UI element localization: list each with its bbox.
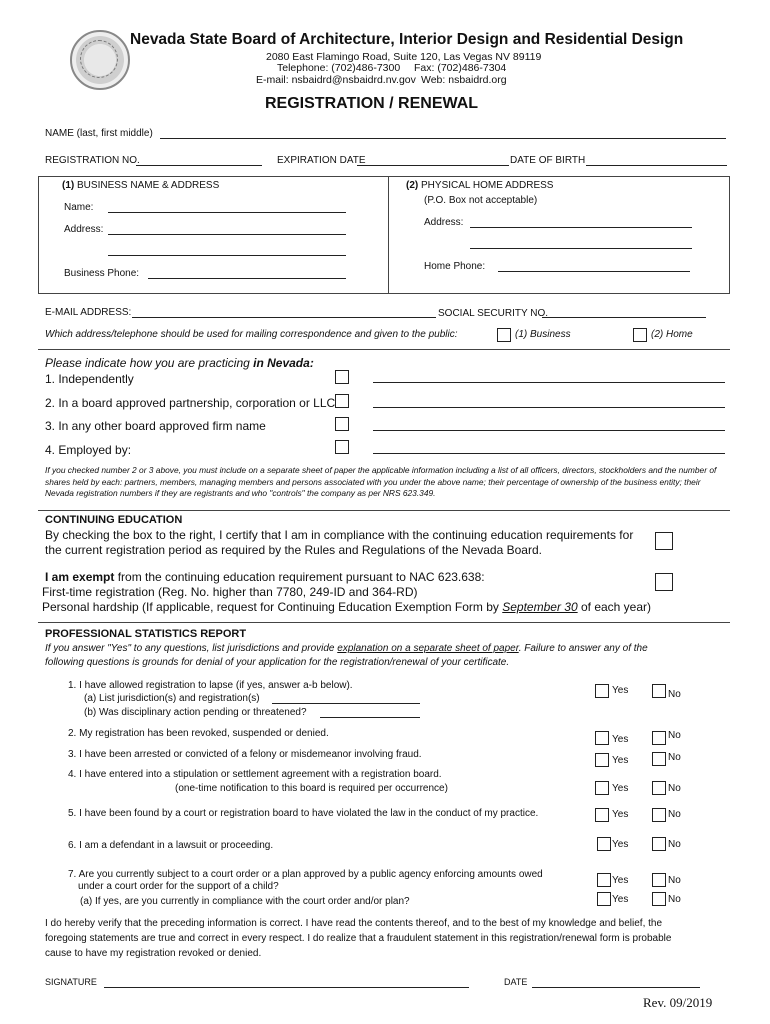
psr-q3-yes-checkbox[interactable]	[595, 753, 609, 767]
practice-other-firm-field[interactable]	[373, 430, 725, 431]
business-heading-text: BUSINESS NAME & ADDRESS	[77, 180, 220, 191]
psr-heading: PROFESSIONAL STATISTICS REPORT	[45, 628, 247, 640]
business-name-label: Name:	[64, 202, 94, 213]
signature-field[interactable]	[104, 987, 469, 988]
ssn-label: SOCIAL SECURITY NO.	[438, 308, 549, 319]
psr-q2-yes-label: Yes	[612, 734, 629, 745]
practice-prompt-bold: in Nevada:	[253, 356, 314, 370]
verification-line2: foregoing statements are true and correct in every respect. I do realize that a fraudulent statement in this registration/renewal form is probable	[45, 933, 672, 944]
registration-no-label: REGISTRATION NO.	[45, 155, 140, 166]
address-box-divider	[388, 176, 389, 294]
revision-label: Rev. 09/2019	[643, 995, 713, 1010]
board-address: 2080 East Flamingo Road, Suite 120, Las Vegas NV 89119	[266, 51, 542, 63]
ce-certify-line2: the current registration period as required by the Rules and Regulations of the Nevada Board.	[45, 543, 542, 557]
psr-q7-yes-label: Yes	[612, 875, 629, 886]
psr-q2-no-checkbox[interactable]	[652, 731, 666, 745]
ce-exempt-bold: I am exempt	[45, 570, 115, 584]
psr-q3-yes-label: Yes	[612, 755, 629, 766]
practice-prompt	[45, 356, 314, 370]
address-box-left	[38, 176, 39, 294]
psr-q4b: (one-time notification to this board is required per occurrence)	[175, 783, 448, 794]
psr-q2-yes-checkbox[interactable]	[595, 731, 609, 745]
psr-q5-yes-checkbox[interactable]	[595, 808, 609, 822]
ce-hardship-suffix: of each year)	[577, 600, 652, 614]
psr-q7a-yes-checkbox[interactable]	[597, 892, 611, 906]
physical-address-label: Address:	[424, 217, 464, 228]
board-fax: Fax: (702)486-7304	[414, 62, 507, 74]
psr-intro	[45, 643, 648, 654]
psr-q1b-text: Was disciplinary action pending or threatened?	[99, 707, 307, 718]
home-phone-field[interactable]	[498, 271, 690, 272]
state-seal	[70, 30, 130, 90]
signature-date-field[interactable]	[532, 987, 700, 988]
psr-q3-no-checkbox[interactable]	[652, 752, 666, 766]
ce-divider	[38, 622, 730, 623]
ce-compliance-checkbox[interactable]	[655, 532, 673, 550]
practice-partnership-checkbox[interactable]	[335, 394, 349, 408]
form-title: REGISTRATION / RENEWAL	[265, 95, 479, 112]
psr-q7a-yes-label: Yes	[612, 894, 629, 905]
psr-q6: 6. I am a defendant in a lawsuit or proceeding.	[68, 840, 274, 851]
psr-q1b-label: (b)	[84, 707, 97, 718]
name-field[interactable]	[160, 138, 726, 139]
psr-intro-suffix: . Failure to answer any of the	[518, 643, 648, 654]
practice-employed-field[interactable]	[373, 453, 725, 454]
ce-exempt-rest: from the continuing education requirement pursuant to NAC 623.638:	[114, 570, 485, 584]
psr-q4-yes-checkbox[interactable]	[595, 781, 609, 795]
verification-line3: cause to have my registration revoked or denied.	[45, 948, 262, 959]
psr-q1-yes-label: Yes	[612, 685, 629, 696]
psr-q6-no-checkbox[interactable]	[652, 837, 666, 851]
psr-q1a-text: List jurisdiction(s) and registration(s)	[99, 693, 260, 704]
psr-q7-yes-checkbox[interactable]	[597, 873, 611, 887]
psr-q1b-field[interactable]	[320, 717, 420, 718]
psr-q2-no-label: No	[668, 730, 681, 741]
expiration-date-label: EXPIRATION DATE	[277, 155, 366, 166]
mailing-home-checkbox[interactable]	[633, 328, 647, 342]
psr-q1: 1. I have allowed registration to lapse (if yes, answer a-b below).	[68, 680, 353, 691]
practice-partnership-field[interactable]	[373, 407, 725, 408]
psr-q3-no-label: No	[668, 752, 681, 763]
registration-no-field[interactable]	[136, 165, 262, 166]
psr-q7a-no-checkbox[interactable]	[652, 892, 666, 906]
practice-prompt-text: Please indicate how you are practicing	[45, 356, 254, 370]
address-box-top	[38, 176, 730, 177]
email-label: E-MAIL ADDRESS:	[45, 307, 132, 318]
business-number: (1)	[62, 180, 75, 191]
psr-q4: 4. I have entered into a stipulation or settlement agreement with a registration board.	[68, 769, 442, 780]
practice-note: If you checked number 2 or 3 above, you must include on a separate sheet of paper the applicable information including a list of all officers, directors, stockholders and the number of shares held by each: partners, members, managing members and persons associated with you under the above name; their percentage of ownership of the business entity; their Nevada registration numbers if they are registrants and who "controls" the company as per NRS 623.349.	[45, 465, 717, 498]
psr-q1-no-label: No	[668, 689, 681, 700]
ce-hardship-date: September 30	[502, 600, 578, 614]
psr-q1-yes-checkbox[interactable]	[595, 684, 609, 698]
practice-employed-checkbox[interactable]	[335, 440, 349, 454]
physical-note: (P.O. Box not acceptable)	[424, 195, 538, 206]
psr-intro-underlined: explanation on a separate sheet of paper	[337, 643, 519, 654]
psr-q7a-no-label: No	[668, 894, 681, 905]
business-phone-label: Business Phone:	[64, 268, 140, 279]
mailing-home-label: (2) Home	[651, 329, 693, 340]
expiration-date-field[interactable]	[357, 165, 509, 166]
practice-other-firm-checkbox[interactable]	[335, 417, 349, 431]
ce-first-time: First-time registration (Reg. No. higher than 7780, 249-ID and 364-RD)	[42, 585, 418, 599]
psr-intro-line2: following questions is grounds for denial of your application for the registration/renewal of your certificate.	[45, 657, 510, 668]
ce-hardship-prefix: Personal hardship (If applicable, request for Continuing Education Exemption Form by	[42, 600, 503, 614]
psr-q7b: under a court order for the support of a child?	[78, 881, 279, 892]
psr-q1a-field[interactable]	[272, 703, 420, 704]
practice-independent-field[interactable]	[373, 382, 725, 383]
board-email: E-mail: nsbaidrd@nsbaidrd.nv.gov	[256, 74, 416, 86]
ce-exempt	[45, 570, 485, 584]
address-box-bottom	[38, 293, 730, 294]
practice-divider	[38, 510, 730, 511]
psr-q4-no-label: No	[668, 783, 681, 794]
address-box-right	[729, 176, 730, 294]
date-of-birth-field[interactable]	[586, 165, 727, 166]
ssn-field[interactable]	[542, 317, 706, 318]
practice-item-3: 3. In any other board approved firm name	[45, 419, 266, 433]
mailing-business-label: (1) Business	[515, 329, 571, 340]
ce-heading: CONTINUING EDUCATION	[45, 514, 183, 526]
ce-certify-line1: By checking the box to the right, I certify that I am in compliance with the continuing education requirements for	[45, 528, 634, 542]
business-phone-field[interactable]	[148, 278, 346, 279]
signature-date-label: DATE	[504, 977, 528, 987]
psr-q5-yes-label: Yes	[612, 809, 629, 820]
psr-q6-no-label: No	[668, 839, 681, 850]
business-address-label: Address:	[64, 224, 104, 235]
psr-q2: 2. My registration has been revoked, suspended or denied.	[68, 728, 329, 739]
psr-q3: 3. I have been arrested or convicted of a felony or misdemeanor involving fraud.	[68, 749, 422, 760]
psr-q4-no-checkbox[interactable]	[652, 781, 666, 795]
practice-item-1: 1. Independently	[45, 372, 134, 386]
psr-q1-no-checkbox[interactable]	[652, 684, 666, 698]
psr-q7-no-checkbox[interactable]	[652, 873, 666, 887]
practice-item-2: 2. In a board approved partnership, corporation or LLC	[45, 396, 336, 410]
psr-q7: 7. Are you currently subject to a court order or a plan approved by a public agency enforcing amounts owed	[68, 869, 543, 880]
email-field[interactable]	[132, 317, 436, 318]
psr-intro-prefix: If you answer "Yes" to any questions, list jurisdictions and provide	[45, 643, 338, 654]
psr-q6-yes-label: Yes	[612, 839, 629, 850]
business-address-field-2[interactable]	[108, 255, 346, 256]
physical-address-field[interactable]	[470, 227, 692, 228]
psr-q1b	[84, 707, 307, 718]
psr-q5-no-label: No	[668, 809, 681, 820]
business-address-field[interactable]	[108, 234, 346, 235]
psr-q7c: (a) If yes, are you currently in compliance with the court order and/or plan?	[80, 896, 410, 907]
name-label: NAME (last, first middle)	[45, 128, 153, 139]
mailing-business-checkbox[interactable]	[497, 328, 511, 342]
psr-q1a	[84, 693, 260, 704]
date-of-birth-label: DATE OF BIRTH	[510, 155, 586, 166]
ce-exempt-checkbox[interactable]	[655, 573, 673, 591]
psr-q7-no-label: No	[668, 875, 681, 886]
physical-number: (2)	[406, 180, 419, 191]
psr-q1a-label: (a)	[84, 693, 97, 704]
home-phone-label: Home Phone:	[424, 261, 486, 272]
psr-q5: 5. I have been found by a court or registration board to have violated the law in the conduct of my practice.	[68, 808, 539, 819]
verification-line1: I do hereby verify that the preceding information is correct. I have read the contents thereof, and to the best of my knowledge and belief, the	[45, 918, 663, 929]
physical-address-field-2[interactable]	[470, 248, 692, 249]
board-web: Web: nsbaidrd.org	[421, 74, 507, 86]
board-title: Nevada State Board of Architecture, Interior Design and Residential Design	[130, 31, 684, 48]
contact-divider	[38, 349, 730, 350]
psr-q4-yes-label: Yes	[612, 783, 629, 794]
practice-item-4: 4. Employed by:	[45, 443, 132, 457]
psr-q5-no-checkbox[interactable]	[652, 808, 666, 822]
mailing-question: Which address/telephone should be used for mailing correspondence and given to the public:	[45, 329, 458, 340]
board-telephone: Telephone: (702)486-7300	[277, 62, 401, 74]
signature-label: SIGNATURE	[45, 977, 97, 987]
ce-hardship	[42, 600, 651, 614]
psr-q6-yes-checkbox[interactable]	[597, 837, 611, 851]
business-name-field[interactable]	[108, 212, 346, 213]
physical-heading	[406, 180, 553, 191]
practice-independent-checkbox[interactable]	[335, 370, 349, 384]
physical-heading-text: PHYSICAL HOME ADDRESS	[421, 180, 554, 191]
business-heading	[62, 180, 219, 191]
